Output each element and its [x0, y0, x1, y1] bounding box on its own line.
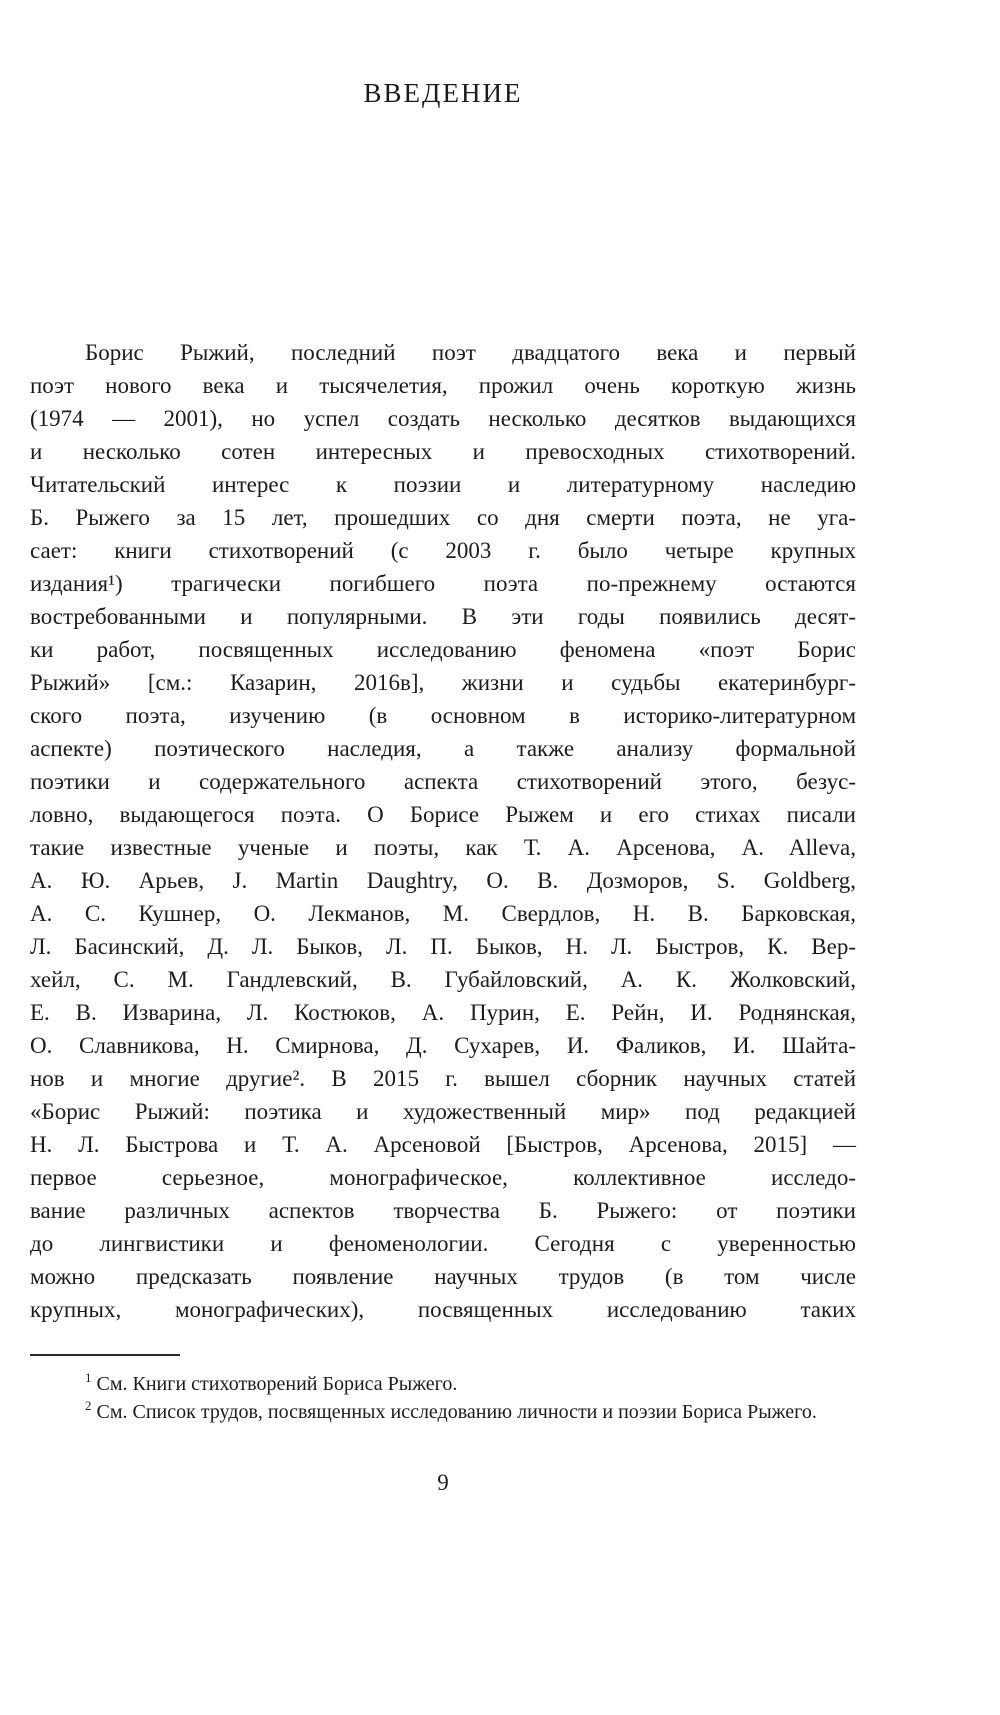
- text-line: О. Славникова, Н. Смирнова, Д. Сухарев, И. Фаликов, И. Шайта-: [30, 1033, 856, 1058]
- text-line: (1974 — 2001), но успел создать несколько десятков выдающихся: [30, 406, 856, 431]
- text-line: издания¹) трагически погибшего поэта по-прежнему остаются: [30, 571, 856, 596]
- text-line: вание различных аспектов творчества Б. Рыжего: от поэтики: [30, 1198, 856, 1223]
- text-line: поэтики и содержательного аспекта стихотворений этого, безус-: [30, 769, 856, 794]
- book-page: [30, 0, 856, 1715]
- text-line: сает: книги стихотворений (с 2003 г. было четыре крупных: [30, 538, 856, 563]
- text-line: можно предсказать появление научных трудов (в том числе: [30, 1264, 856, 1289]
- text-line: А. С. Кушнер, О. Лекманов, М. Свердлов, Н. В. Барковская,: [30, 901, 856, 926]
- text-line: Б. Рыжего за 15 лет, прошедших со дня смерти поэта, не уга-: [30, 505, 856, 530]
- text-line: Борис Рыжий, последний поэт двадцатого века и первый: [85, 340, 856, 365]
- text-line: ского поэта, изучению (в основном в историко-литературном: [30, 703, 856, 728]
- page-number: 9: [437, 1470, 449, 1495]
- text-line: ловно, выдающегося поэта. О Борисе Рыжем и его стихах писали: [30, 802, 856, 827]
- text-line: Е. В. Изварина, Л. Костюков, А. Пурин, Е. Рейн, И. Роднянская,: [30, 1000, 856, 1025]
- text-line: А. Ю. Арьев, J. Martin Daughtry, О. В. Дозморов, S. Goldberg,: [30, 868, 856, 893]
- text-line: поэт нового века и тысячелетия, прожил очень короткую жизнь: [30, 373, 856, 398]
- text-line: «Борис Рыжий: поэтика и художественный мир» под редакцией: [30, 1099, 856, 1124]
- text-line: и несколько сотен интересных и превосходных стихотворений.: [30, 439, 856, 464]
- footnote-item: [85, 1370, 856, 1398]
- text-line: до лингвистики и феноменологии. Сегодня с уверенностью: [30, 1231, 856, 1256]
- page-title: ВВЕДЕНИЕ: [363, 78, 523, 108]
- text-line: аспекте) поэтического наследия, а также анализу формальной: [30, 736, 856, 761]
- footnote-marker: 1: [85, 1370, 92, 1386]
- text-line: Л. Басинский, Д. Л. Быков, Л. П. Быков, Н. Л. Быстров, К. Вер-: [30, 934, 856, 959]
- main-paragraph: [30, 336, 856, 1326]
- text-line: крупных, монографических), посвященных исследованию таких: [30, 1297, 856, 1322]
- text-line: ки работ, посвященных исследованию феномена «поэт Борис: [30, 637, 856, 662]
- text-line: востребованными и популярными. В эти годы появились десят-: [30, 604, 856, 629]
- footnote-item: [85, 1398, 856, 1426]
- text-line: Н. Л. Быстрова и Т. А. Арсеновой [Быстров, Арсенова, 2015] —: [30, 1132, 856, 1157]
- footnote-text: См. Список трудов, посвященных исследованию личности и поэзии Бориса Рыжего.: [96, 1401, 817, 1423]
- footnote-text: См. Книги стихотворений Бориса Рыжего.: [96, 1373, 458, 1395]
- footnote-divider: [30, 1354, 180, 1356]
- text-line: Читательский интерес к поэзии и литературному наследию: [30, 472, 856, 497]
- text-line: хейл, С. М. Гандлевский, В. Губайловский, А. К. Жолковский,: [30, 967, 856, 992]
- text-line: первое серьезное, монографическое, коллективное исследо-: [30, 1165, 856, 1190]
- footnotes-section: [30, 1354, 856, 1426]
- footnote-marker: 2: [85, 1398, 92, 1414]
- text-line: нов и многие другие². В 2015 г. вышел сборник научных статей: [30, 1066, 856, 1091]
- text-line: Рыжий» [см.: Казарин, 2016в], жизни и судьбы екатеринбург-: [30, 670, 856, 695]
- text-line: такие известные ученые и поэты, как Т. А. Арсенова, A. Alleva,: [30, 835, 856, 860]
